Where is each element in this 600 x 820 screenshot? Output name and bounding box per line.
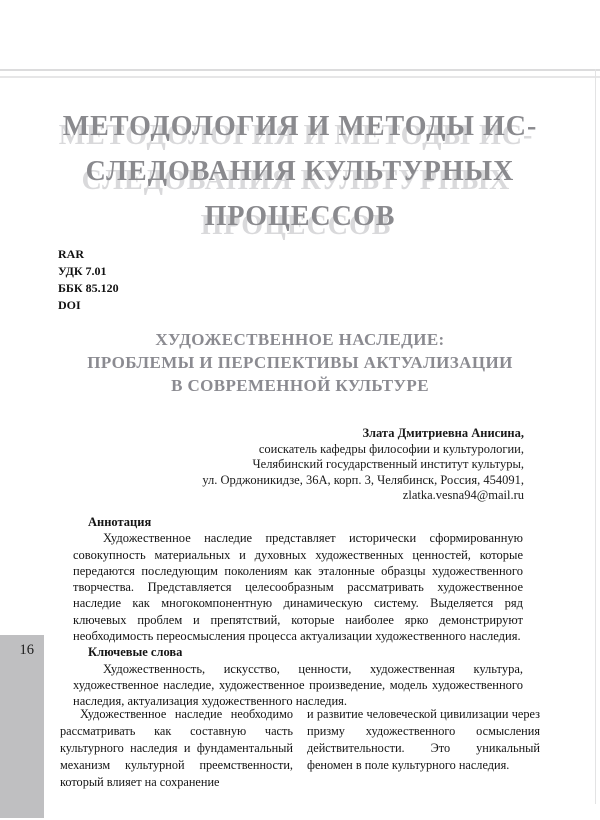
section-header-line: МЕТОДОЛОГИЯ И МЕТОДЫ ИС-: [62, 111, 538, 142]
body-column-left-text: Художественное наследие необходимо рассматривать как составную часть культурного наследия и фундаментальный механизм культурной преемственности, который влияет на сохранение: [60, 707, 293, 789]
body-text: [60, 706, 540, 791]
page-edge-line-right: [595, 69, 596, 804]
section-header: [30, 104, 570, 239]
bbk-label: ББК 85.120: [58, 281, 119, 295]
keywords-text: Художественность, искусство, ценности, художественная культура, художественное наследие, художественное произведение, модель художественного наследия, актуализация художественного наследия.: [73, 661, 523, 709]
author-address: ул. Орджоникидзе, 36А, корп. 3, Челябинск, Россия, 454091,: [202, 472, 524, 487]
article-title-line: В СОВРЕМЕННОЙ КУЛЬТУРЕ: [171, 376, 429, 395]
keywords-heading: Ключевые слова: [88, 645, 183, 660]
author-email: zlatka.vesna94@mail.ru: [402, 488, 524, 502]
author-name: Злата Дмитриевна Анисина,: [362, 426, 524, 440]
abstract-heading: Аннотация: [88, 515, 152, 529]
udk-label: УДК 7.01: [58, 264, 107, 278]
section-header-line: СЛЕДОВАНИЯ КУЛЬТУРНЫХ: [85, 156, 515, 187]
page-number-strip: [0, 635, 44, 818]
body-column-right-text: и развитие человеческой цивилизации через призму художественного осмысления действительности. Это уникальный феномен в поле культурного наследия.: [307, 707, 540, 772]
article-identifiers: [58, 246, 119, 314]
author-institution: Челябинский государственный институт культуры,: [252, 457, 524, 471]
rar-label: RAR: [58, 247, 84, 261]
abstract-and-keywords: [73, 514, 523, 710]
section-header-line: ПРОЦЕССОВ: [204, 201, 396, 232]
page-edge-line-bottom: [0, 76, 600, 78]
article-title-line: ПРОБЛЕМЫ И ПЕРСПЕКТИВЫ АКТУАЛИЗАЦИИ: [87, 353, 513, 372]
article-title-line: ХУДОЖЕСТВЕННОЕ НАСЛЕДИЕ:: [155, 330, 445, 349]
abstract-text: Художественное наследие представляет исторически сформированную совокупность материальных и духовных художественных ценностей, которые передаются последующим поколениям как эталонные образцы художественного творчества. Представляется целесообразным рассматривать художественное наследие как многокомпонентную динамическую систему. Выделяется ряд ключевых проблем и препятствий, которые наиболее ярко демонстрируют необходимость переосмысления процесса актуализации художественного наследия.: [73, 531, 523, 644]
body-column-right: [307, 706, 540, 791]
doi-label: DOI: [58, 298, 81, 312]
article-title: [40, 328, 560, 397]
body-column-left: [60, 706, 293, 791]
page-edge-line-top: [0, 69, 600, 71]
author-block: [104, 426, 524, 504]
author-affiliation: соискатель кафедры философии и культурологии,: [258, 441, 524, 456]
page-number: 16: [19, 642, 34, 658]
